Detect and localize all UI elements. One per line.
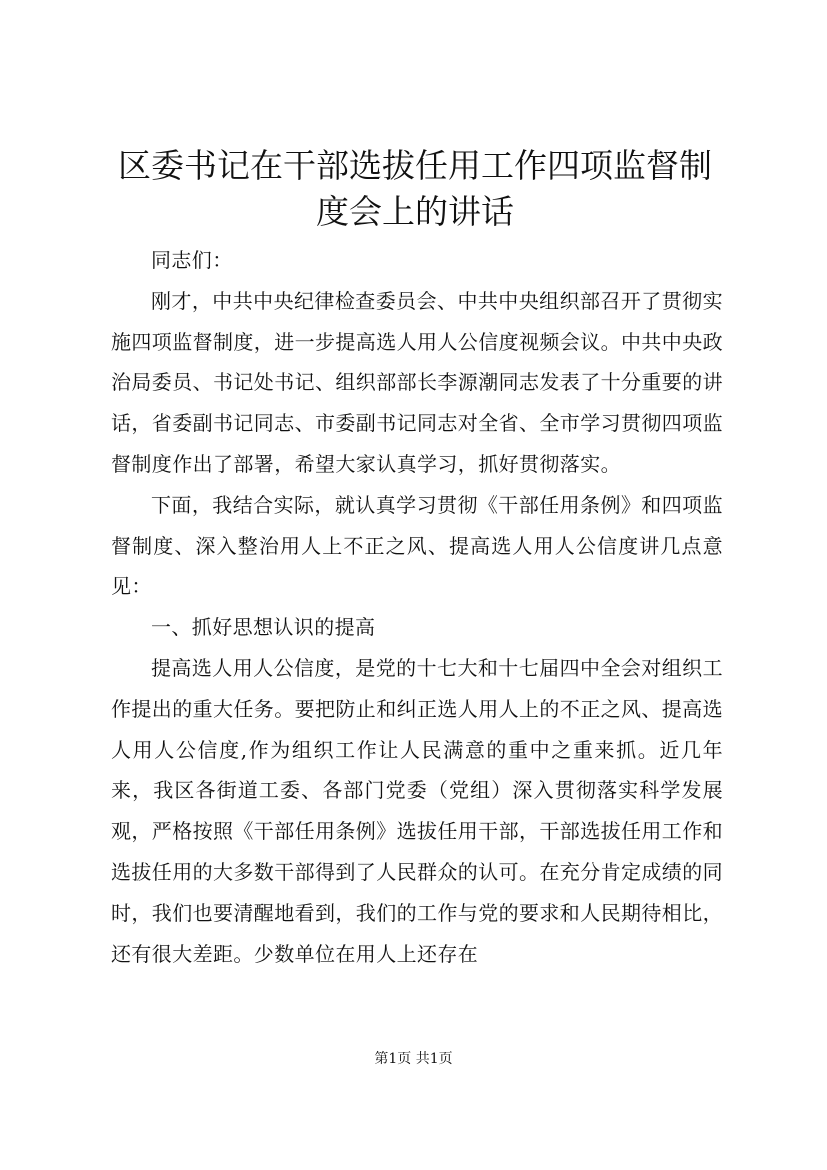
document-body bbox=[111, 240, 723, 974]
paragraph-section-one: 提高选人用人公信度，是党的十七大和十七届四中全会对组织工作提出的重大任务。要把防止和纠正选人用人上的不正之风、提高选人用人公信度,作为组织工作让人民满意的重中之重来抓。近几年来，我区各街道工委、各部门党委（党组）深入贯彻落实科学发展观，严格按照《干部任用条例》选拔任用干部，干部选拔任用工作和选拔任用的大多数干部得到了人民群众的认可。在充分肯定成绩的同时，我们也要清醒地看到，我们的工作与党的要求和人民期待相比，还有很大差距。少数单位在用人上还存在 bbox=[111, 655, 723, 966]
page-footer: 第1页 共1页 bbox=[374, 1051, 453, 1067]
paragraph-intro: 刚才，中共中央纪律检查委员会、中共中央组织部召开了贯彻实施四项监督制度，进一步提高选人用人公信度视频会议。中共中央政治局委员、书记处书记、组织部部长李源潮同志发表了十分重要的讲话，省委副书记同志、市委副书记同志对全省、全市学习贯彻四项监督制度作出了部署，希望大家认真学习，抓好贯彻落实。 bbox=[111, 288, 723, 476]
paragraph-outline: 下面，我结合实际，就认真学习贯彻《干部任用条例》和四项监督制度、深入整治用人上不正之风、提高选人用人公信度讲几点意见： bbox=[111, 492, 723, 599]
paragraph-greeting: 同志们： bbox=[151, 248, 233, 272]
section-heading: 一、抓好思想认识的提高 bbox=[151, 615, 376, 640]
document-title: 区委书记在干部选拔任用工作四项监督制度会上的讲话 bbox=[118, 146, 712, 231]
